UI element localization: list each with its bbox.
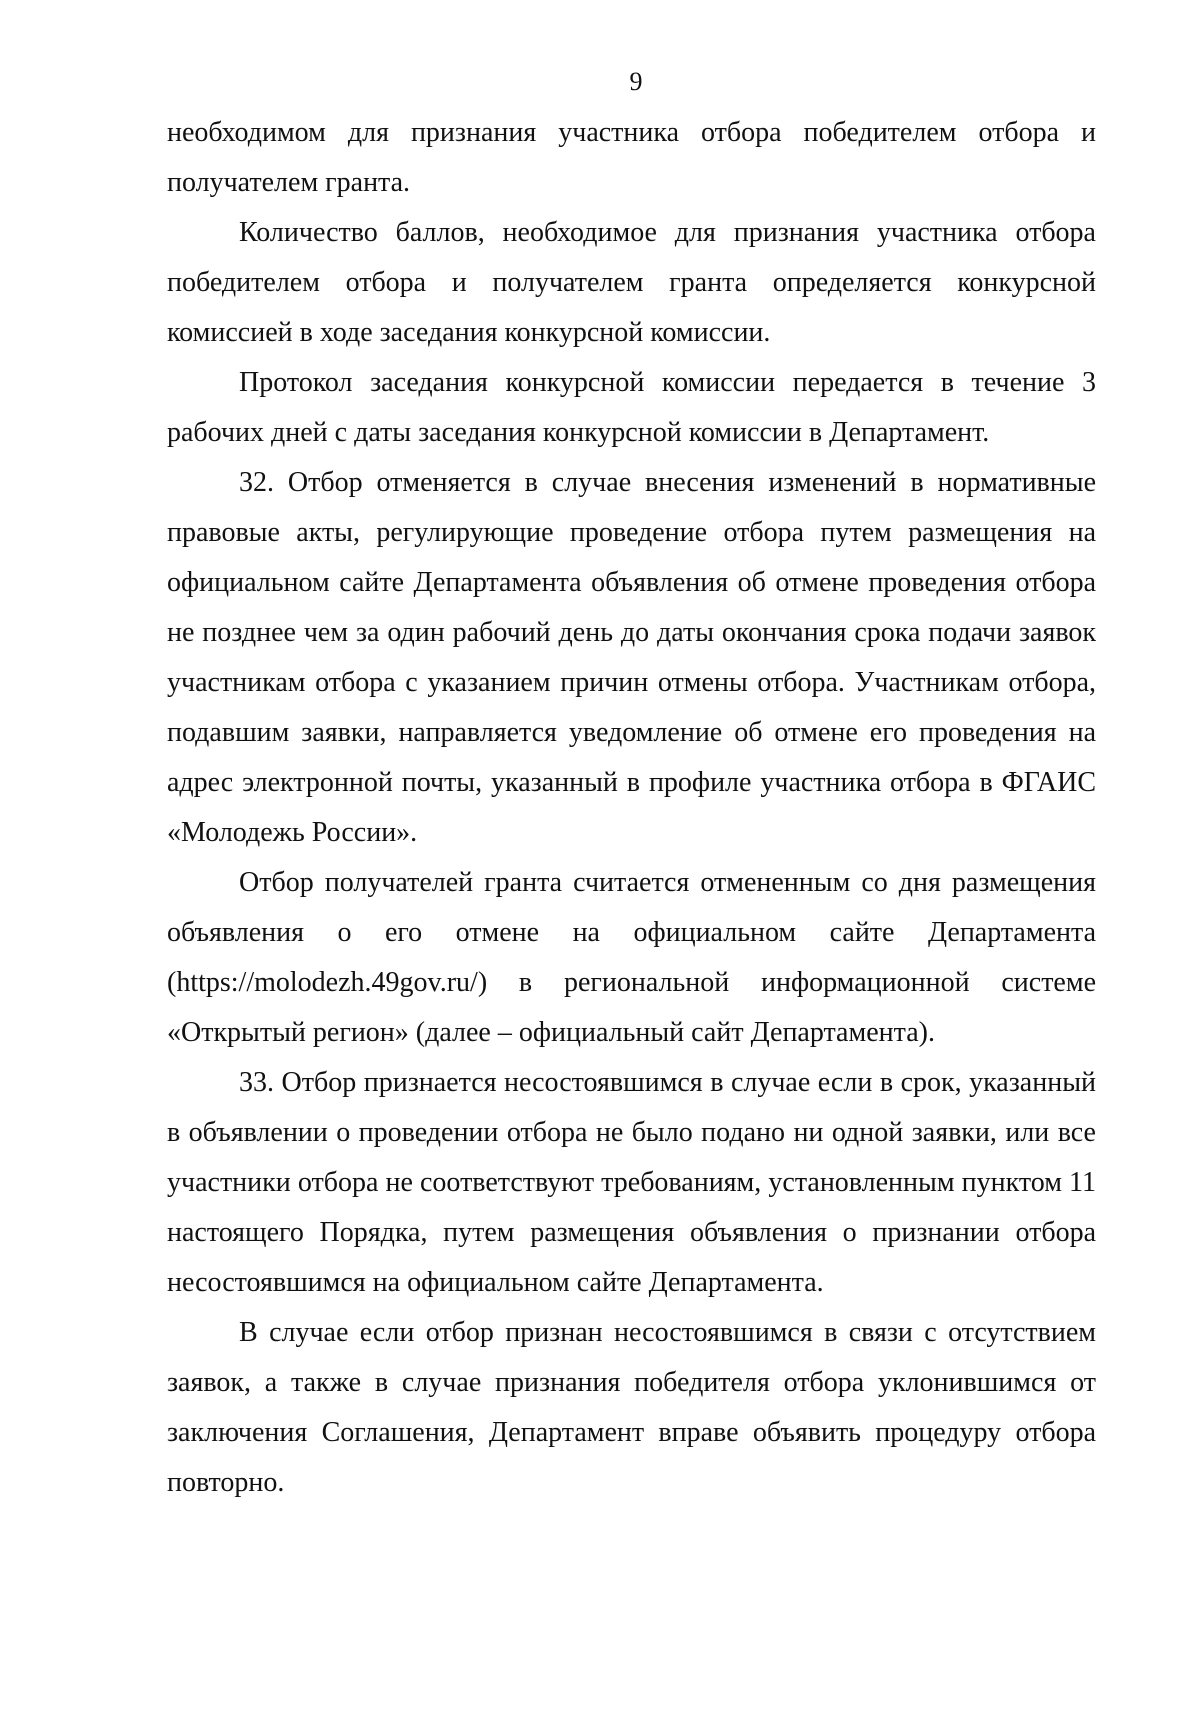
- document-body: [167, 108, 1096, 1508]
- paragraph-item-33: 33. Отбор признается несостоявшимся в случае если в срок, указанный в объявлении о проведении отбора не было подано ни одной заявки, или все участники отбора не соответствуют требованиям, установленным пунктом 11 настоящего Порядка, путем размещения объявления о признании отбора несостоявшимся на официальном сайте Департамента.: [167, 1067, 1096, 1298]
- paragraph-score-threshold: Количество баллов, необходимое для признания участника отбора победителем отбора и получателем гранта определяется конкурсной комиссией в ходе заседания конкурсной комиссии.: [167, 217, 1096, 348]
- paragraph-item-32: 32. Отбор отменяется в случае внесения изменений в нормативные правовые акты, регулирующие проведение отбора путем размещения на официальном сайте Департамента объявления об отмене проведения отбора не позднее чем за один рабочий день до даты окончания срока подачи заявок участникам отбора с указанием причин отмены отбора. Участникам отбора, подавшим заявки, направляется уведомление об отмене его проведения на адрес электронной почты, указанный в профиле участника отбора в ФГАИС «Молодежь России».: [167, 467, 1096, 848]
- page-number: 9: [629, 67, 643, 96]
- paragraph-continuation: необходимом для признания участника отбора победителем отбора и получателем гранта.: [167, 117, 1096, 198]
- paragraph-protocol: Протокол заседания конкурсной комиссии передается в течение 3 рабочих дней с даты заседания конкурсной комиссии в Департамент.: [167, 367, 1096, 448]
- paragraph-repeat-selection: В случае если отбор признан несостоявшимся в связи с отсутствием заявок, а также в случае признания победителя отбора уклонившимся от заключения Соглашения, Департамент вправе объявить процедуру отбора повторно.: [167, 1317, 1096, 1498]
- paragraph-cancellation: Отбор получателей гранта считается отмененным со дня размещения объявления о его отмене на официальном сайте Департамента (https://molodezh.49gov.ru/) в региональной информационной системе «Открытый регион» (далее – официальный сайт Департамента).: [167, 867, 1096, 1048]
